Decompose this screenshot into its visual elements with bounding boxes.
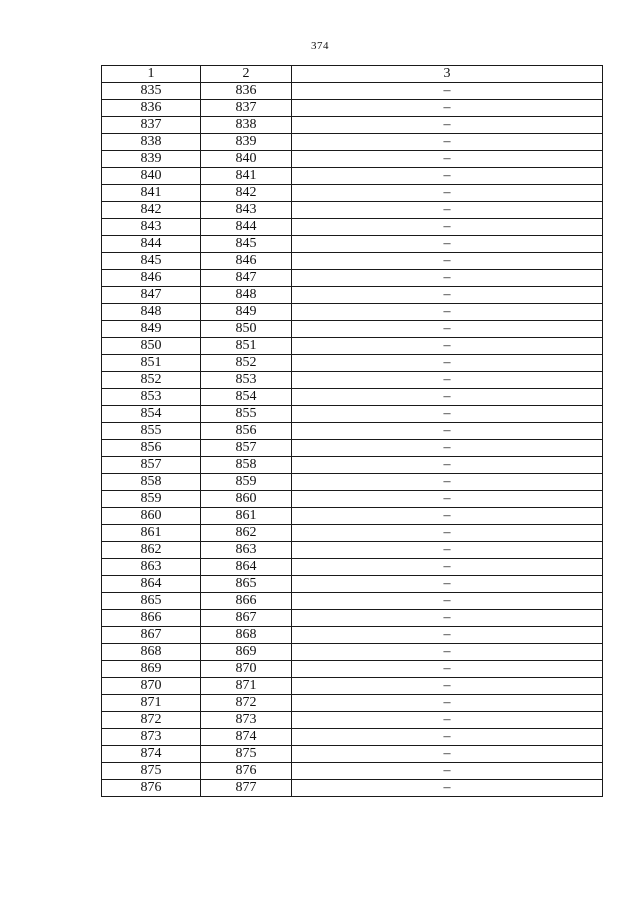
table-cell-col-2: 869 <box>201 644 292 661</box>
table-cell-col-2: 862 <box>201 525 292 542</box>
table-cell-col-3: – <box>292 338 603 355</box>
table-cell-col-3: – <box>292 321 603 338</box>
table-cell-col-2: 856 <box>201 423 292 440</box>
table-cell-col-3: – <box>292 185 603 202</box>
table-cell-col-3: – <box>292 134 603 151</box>
table-row <box>102 372 603 389</box>
table-cell-col-3: – <box>292 525 603 542</box>
table-cell-col-3: – <box>292 678 603 695</box>
table-cell-col-3: – <box>292 151 603 168</box>
table-cell-col-1: 848 <box>102 304 201 321</box>
table-cell-col-2: 839 <box>201 134 292 151</box>
table-row <box>102 287 603 304</box>
table-row <box>102 780 603 797</box>
table-cell-col-1: 841 <box>102 185 201 202</box>
table-cell-col-2: 859 <box>201 474 292 491</box>
table-row <box>102 440 603 457</box>
table-row <box>102 525 603 542</box>
table-row <box>102 695 603 712</box>
table-row <box>102 304 603 321</box>
table-cell-col-3: – <box>292 542 603 559</box>
table-cell-col-2: 874 <box>201 729 292 746</box>
table-cell-col-1: 857 <box>102 457 201 474</box>
table-row <box>102 542 603 559</box>
table-row <box>102 236 603 253</box>
table-cell-col-2: 850 <box>201 321 292 338</box>
table-row <box>102 338 603 355</box>
table-cell-col-1: 863 <box>102 559 201 576</box>
column-header-3: 3 <box>292 66 603 83</box>
table-cell-col-1: 850 <box>102 338 201 355</box>
table-row <box>102 576 603 593</box>
table-cell-col-1: 842 <box>102 202 201 219</box>
table-row <box>102 644 603 661</box>
table-cell-col-3: – <box>292 661 603 678</box>
table-cell-col-2: 852 <box>201 355 292 372</box>
table-row <box>102 661 603 678</box>
table-cell-col-3: – <box>292 559 603 576</box>
table-cell-col-3: – <box>292 117 603 134</box>
table-body <box>102 83 603 797</box>
table-row <box>102 185 603 202</box>
table-cell-col-3: – <box>292 100 603 117</box>
table-cell-col-1: 855 <box>102 423 201 440</box>
table-row <box>102 457 603 474</box>
table-cell-col-1: 846 <box>102 270 201 287</box>
table-cell-col-1: 854 <box>102 406 201 423</box>
table-cell-col-1: 840 <box>102 168 201 185</box>
table-row <box>102 559 603 576</box>
table-cell-col-2: 872 <box>201 695 292 712</box>
table-row <box>102 491 603 508</box>
table-cell-col-2: 860 <box>201 491 292 508</box>
table-row <box>102 746 603 763</box>
table-cell-col-2: 844 <box>201 219 292 236</box>
header-row <box>102 66 603 83</box>
table-cell-col-3: – <box>292 389 603 406</box>
table-cell-col-3: – <box>292 355 603 372</box>
table-cell-col-1: 867 <box>102 627 201 644</box>
table-cell-col-1: 853 <box>102 389 201 406</box>
table-cell-col-2: 876 <box>201 763 292 780</box>
table-cell-col-2: 841 <box>201 168 292 185</box>
table-cell-col-2: 846 <box>201 253 292 270</box>
table-row <box>102 117 603 134</box>
table-cell-col-3: – <box>292 746 603 763</box>
table-row <box>102 729 603 746</box>
page-number: 374 <box>311 40 329 52</box>
table-cell-col-2: 864 <box>201 559 292 576</box>
table-cell-col-2: 848 <box>201 287 292 304</box>
table-row <box>102 763 603 780</box>
table-row <box>102 593 603 610</box>
table-cell-col-2: 855 <box>201 406 292 423</box>
column-header-1: 1 <box>102 66 201 83</box>
table-cell-col-2: 863 <box>201 542 292 559</box>
table-cell-col-1: 856 <box>102 440 201 457</box>
table-cell-col-1: 860 <box>102 508 201 525</box>
table-cell-col-3: – <box>292 491 603 508</box>
table-cell-col-1: 851 <box>102 355 201 372</box>
column-header-2: 2 <box>201 66 292 83</box>
table-row <box>102 627 603 644</box>
table-row <box>102 610 603 627</box>
table-cell-col-3: – <box>292 202 603 219</box>
table-cell-col-1: 874 <box>102 746 201 763</box>
table-row <box>102 678 603 695</box>
table-cell-col-1: 865 <box>102 593 201 610</box>
table-cell-col-3: – <box>292 627 603 644</box>
table-row <box>102 712 603 729</box>
table-cell-col-3: – <box>292 644 603 661</box>
table-cell-col-1: 864 <box>102 576 201 593</box>
table-row <box>102 100 603 117</box>
table-cell-col-2: 867 <box>201 610 292 627</box>
table-row <box>102 270 603 287</box>
table-cell-col-3: – <box>292 270 603 287</box>
table-cell-col-1: 868 <box>102 644 201 661</box>
table-cell-col-2: 877 <box>201 780 292 797</box>
table-cell-col-1: 852 <box>102 372 201 389</box>
table-cell-col-1: 838 <box>102 134 201 151</box>
table-cell-col-2: 873 <box>201 712 292 729</box>
table-cell-col-3: – <box>292 253 603 270</box>
table-cell-col-3: – <box>292 372 603 389</box>
table-cell-col-1: 858 <box>102 474 201 491</box>
table-cell-col-3: – <box>292 304 603 321</box>
table-cell-col-2: 865 <box>201 576 292 593</box>
table-cell-col-2: 847 <box>201 270 292 287</box>
table-cell-col-3: – <box>292 457 603 474</box>
table-cell-col-3: – <box>292 423 603 440</box>
table-cell-col-2: 858 <box>201 457 292 474</box>
table-row <box>102 508 603 525</box>
table-cell-col-1: 873 <box>102 729 201 746</box>
table-cell-col-2: 868 <box>201 627 292 644</box>
table-row <box>102 253 603 270</box>
table-row <box>102 423 603 440</box>
table-cell-col-1: 872 <box>102 712 201 729</box>
table-cell-col-1: 870 <box>102 678 201 695</box>
table-cell-col-2: 866 <box>201 593 292 610</box>
table-cell-col-1: 849 <box>102 321 201 338</box>
table-cell-col-3: – <box>292 610 603 627</box>
table-row <box>102 355 603 372</box>
table-cell-col-1: 836 <box>102 100 201 117</box>
table-header <box>102 66 603 83</box>
table-cell-col-2: 837 <box>201 100 292 117</box>
table-row <box>102 389 603 406</box>
table-cell-col-1: 847 <box>102 287 201 304</box>
table-cell-col-3: – <box>292 168 603 185</box>
table-cell-col-2: 875 <box>201 746 292 763</box>
table-cell-col-3: – <box>292 406 603 423</box>
table-cell-col-2: 845 <box>201 236 292 253</box>
table-cell-col-1: 861 <box>102 525 201 542</box>
table-cell-col-3: – <box>292 474 603 491</box>
table-cell-col-1: 876 <box>102 780 201 797</box>
table-cell-col-1: 862 <box>102 542 201 559</box>
table-cell-col-1: 866 <box>102 610 201 627</box>
table-cell-col-3: – <box>292 763 603 780</box>
table-cell-col-2: 853 <box>201 372 292 389</box>
table-cell-col-1: 843 <box>102 219 201 236</box>
table-cell-col-2: 871 <box>201 678 292 695</box>
table-cell-col-3: – <box>292 236 603 253</box>
table-cell-col-3: – <box>292 729 603 746</box>
table-cell-col-1: 844 <box>102 236 201 253</box>
table-cell-col-3: – <box>292 219 603 236</box>
table-cell-col-1: 859 <box>102 491 201 508</box>
table-cell-col-3: – <box>292 593 603 610</box>
table-cell-col-2: 854 <box>201 389 292 406</box>
table-cell-col-3: – <box>292 287 603 304</box>
table-cell-col-1: 839 <box>102 151 201 168</box>
table-row <box>102 151 603 168</box>
table-cell-col-2: 838 <box>201 117 292 134</box>
table-cell-col-1: 871 <box>102 695 201 712</box>
table-cell-col-3: – <box>292 440 603 457</box>
table-cell-col-1: 869 <box>102 661 201 678</box>
table-cell-col-3: – <box>292 695 603 712</box>
table-row <box>102 474 603 491</box>
table-row <box>102 168 603 185</box>
table-cell-col-2: 836 <box>201 83 292 100</box>
table-cell-col-2: 840 <box>201 151 292 168</box>
table-cell-col-3: – <box>292 780 603 797</box>
table-cell-col-2: 861 <box>201 508 292 525</box>
table-cell-col-3: – <box>292 712 603 729</box>
table-cell-col-1: 837 <box>102 117 201 134</box>
table-row <box>102 219 603 236</box>
table-row <box>102 406 603 423</box>
table-row <box>102 83 603 100</box>
table-cell-col-2: 849 <box>201 304 292 321</box>
table-cell-col-3: – <box>292 83 603 100</box>
table-cell-col-2: 857 <box>201 440 292 457</box>
table-row <box>102 321 603 338</box>
table-cell-col-1: 845 <box>102 253 201 270</box>
table-row <box>102 134 603 151</box>
table-cell-col-2: 842 <box>201 185 292 202</box>
table-cell-col-2: 851 <box>201 338 292 355</box>
table-cell-col-3: – <box>292 576 603 593</box>
table-cell-col-2: 843 <box>201 202 292 219</box>
table-cell-col-2: 870 <box>201 661 292 678</box>
table-row <box>102 202 603 219</box>
table-cell-col-3: – <box>292 508 603 525</box>
data-table <box>101 65 603 797</box>
table-cell-col-1: 835 <box>102 83 201 100</box>
table-cell-col-1: 875 <box>102 763 201 780</box>
